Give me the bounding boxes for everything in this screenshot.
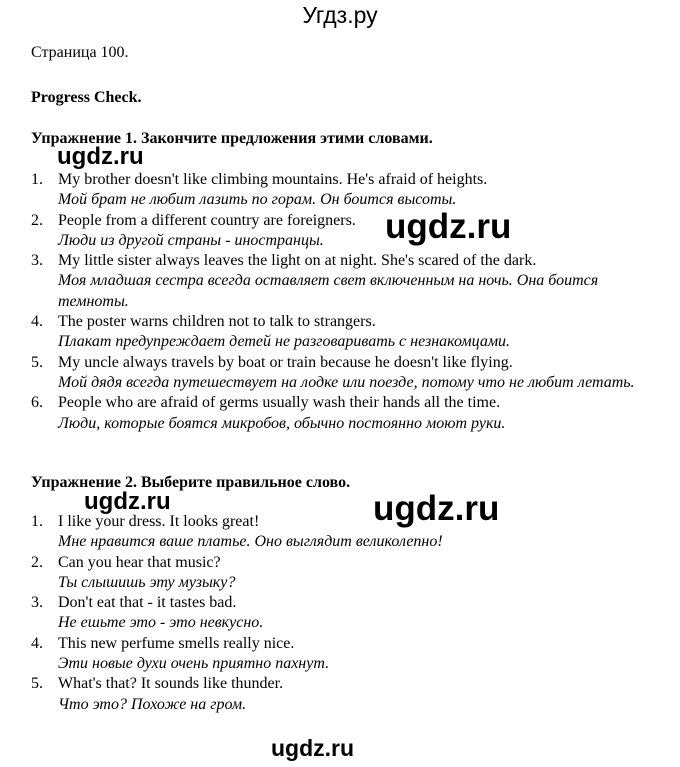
list-item [31,211,651,252]
item-number: 5. [31,353,43,371]
list-item [31,553,651,594]
english-sentence: People from a different country are foreigners. [58,211,356,229]
watermark-ugdz: ugdz.ru [373,489,500,528]
english-sentence: The poster warns children not to talk to strangers. [58,313,376,331]
russian-translation: Люди, которые боятся микробов, обычно постоянно моют руки. [58,414,506,432]
list-item [31,593,651,634]
item-number: 4. [31,634,43,652]
english-sentence: Can you hear that music? [58,553,221,571]
english-sentence: I like your dress. It looks great! [58,513,260,530]
exercise-1-list [31,170,651,434]
russian-translation: Моя младшая сестра всегда оставляет свет включенным на ночь. Она боится темноты. [58,272,599,310]
item-number: 5. [31,675,43,693]
english-sentence: My brother doesn't like climbing mountains. He's afraid of heights. [58,171,488,188]
item-number: 4. [31,313,43,331]
english-sentence: People who are afraid of germs usually wash their hands all the time. [58,394,501,412]
item-number: 2. [31,211,43,229]
russian-translation: Ты слышишь эту музыку? [58,573,236,591]
russian-translation: Люди из другой страны - иностранцы. [58,231,324,249]
page-label: Страница 100. [31,44,129,61]
russian-translation: Не ешьте это - это невкусно. [58,614,264,632]
item-number: 3. [31,252,43,270]
item-number: 2. [31,553,43,571]
russian-translation: Что это? Похоже на гром. [58,695,247,713]
item-number: 6. [31,394,43,412]
site-title: Угдз.ру [302,2,378,28]
list-item [31,170,651,211]
english-sentence: Don't eat that - it tastes bad. [58,594,237,612]
exercise-2-list [31,512,651,715]
english-sentence: My uncle always travels by boat or train because he doesn't like flying. [58,353,513,371]
exercise-1-title: Упражнение 1. Закончите предложения этими словами. [31,130,433,147]
english-sentence: My little sister always leaves the light on at night. She's scared of the dark. [58,252,537,270]
list-item [31,674,651,715]
russian-translation: Мой брат не любит лазить по горам. Он боится высоты. [58,191,457,209]
item-number: 3. [31,594,43,612]
list-item [31,353,651,394]
item-number: 1. [31,513,43,530]
list-item [31,312,651,353]
english-sentence: This new perfume smells really nice. [58,634,295,652]
section-title: Progress Check. [31,89,142,106]
russian-translation: Мне нравится ваше платье. Оно выглядит великолепно! [58,533,443,551]
watermark-ugdz: ugdz.ru [385,207,512,246]
list-item [31,251,651,312]
item-number: 1. [31,171,43,188]
russian-translation: Плакат предупреждает детей не разговаривать с незнакомцами. [58,333,511,351]
english-sentence: What's that? It sounds like thunder. [58,675,284,693]
list-item [31,393,651,434]
watermark-ugdz: ugdz.ru [57,143,144,170]
russian-translation: Мой дядя всегда путешествует на лодке или поезде, потому что не любит летать. [58,373,635,391]
watermark-ugdz: ugdz.ru [84,488,171,515]
footer-watermark: ugdz.ru [271,735,355,761]
exercise-2-title: Упражнение 2. Выберите правильное слово. [31,474,351,491]
list-item [31,512,651,553]
russian-translation: Эти новые духи очень приятно пахнут. [58,655,330,673]
list-item [31,634,651,675]
